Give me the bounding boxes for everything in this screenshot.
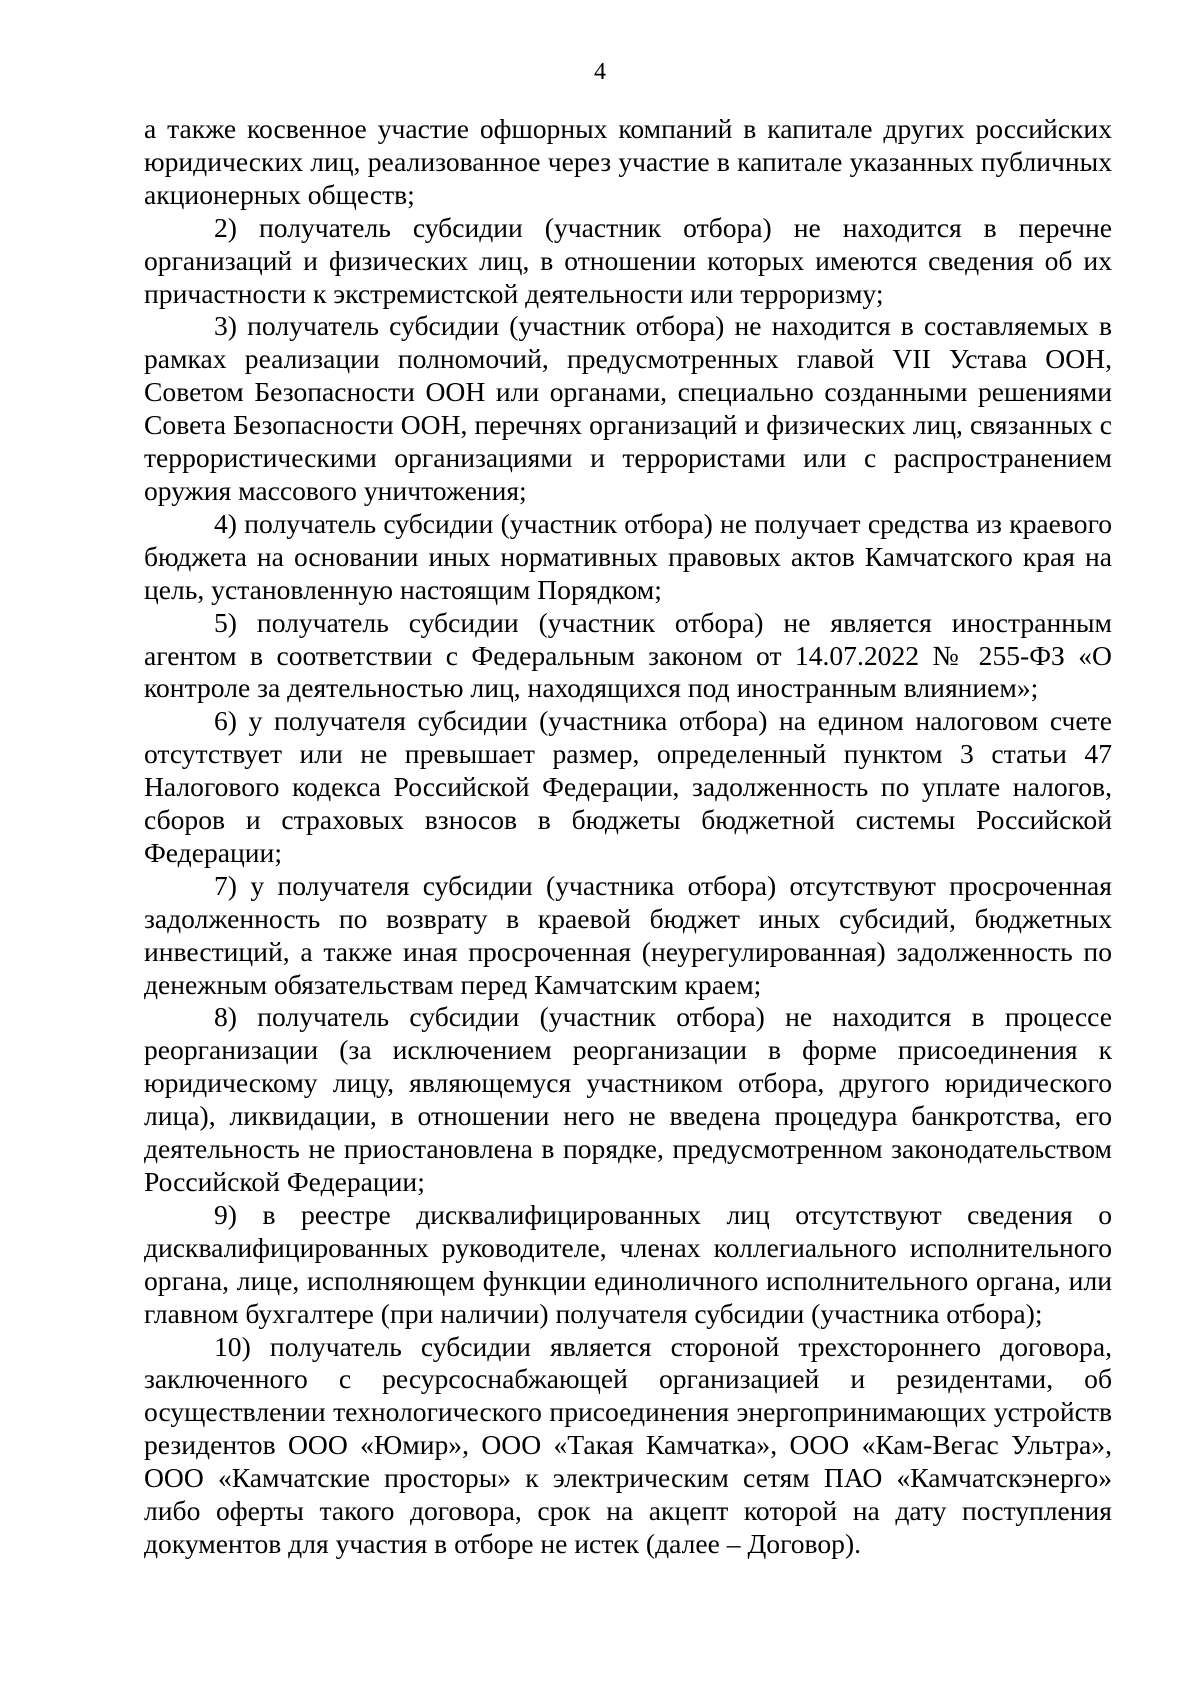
- paragraph-item-8: 8) получатель субсидии (участник отбора) не находится в процессе реорганизации (за исключением реорганизации в форме присоединения к юридическому лицу, являющемуся участником отбора, другого юридического лица), ликвидации, в отношении него не введена процедура банкротства, его деятельность не приостановлена в порядке, предусмотренном законодательством Российской Федерации;: [144, 1001, 1112, 1197]
- paragraph-item-10: 10) получатель субсидии является стороной трехстороннего договора, заключенного с ресурсоснабжающей организацией и резидентами, об осуществлении технологического присоединения энергопринимающих устройств резидентов ООО «Юмир», ООО «Такая Камчатка», ООО «Кам-Вегас Ультра», ООО «Камчатские просторы» к электрическим сетям ПАО «Камчатскэнерго» либо оферты такого договора, срок на акцепт которой на дату поступления документов для участия в отборе не истек (далее – Договор).: [144, 1330, 1112, 1559]
- paragraph-item-2: 2) получатель субсидии (участник отбора) не находится в перечне организаций и физических лиц, в отношении которых имеются сведения об их причастности к экстремистской деятельности или терроризму;: [144, 211, 1112, 309]
- page-number: 4: [594, 59, 606, 85]
- paragraph-item-7: 7) у получателя субсидии (участника отбора) отсутствуют просроченная задолженность по возврату в краевой бюджет иных субсидий, бюджетных инвестиций, а также иная просроченная (неурегулированная) задолженность по денежным обязательствам перед Камчатским краем;: [144, 869, 1112, 1000]
- paragraph-item-6: 6) у получателя субсидии (участника отбора) на едином налоговом счете отсутствует или не превышает размер, определенный пунктом 3 статьи 47 Налогового кодекса Российской Федерации, задолженность по уплате налогов, сборов и страховых взносов в бюджеты бюджетной системы Российской Федерации;: [144, 705, 1112, 868]
- paragraph-item-5: 5) получатель субсидии (участник отбора) не является иностранным агентом в соответствии с Федеральным законом от 14.07.2022 № 255-ФЗ «О контроле за деятельностью лиц, находящихся под иностранным влиянием»;: [144, 606, 1112, 704]
- paragraph-item-9: 9) в реестре дисквалифицированных лиц отсутствуют сведения о дисквалифицированных руководителе, членах коллегиального исполнительного органа, лице, исполняющем функции единоличного исполнительного органа, или главном бухгалтере (при наличии) получателя субсидии (участника отбора);: [144, 1198, 1112, 1329]
- paragraph-item-4: 4) получатель субсидии (участник отбора) не получает средства из краевого бюджета на основании иных нормативных правовых актов Камчатского края на цель, установленную настоящим Порядком;: [144, 507, 1112, 605]
- paragraph-item-3: 3) получатель субсидии (участник отбора) не находится в составляемых в рамках реализации полномочий, предусмотренных главой VII Устава ООН, Советом Безопасности ООН или органами, специально созданными решениями Совета Безопасности ООН, перечнях организаций и физических лиц, связанных с террористическими организациями и террористами или с распространением оружия массового уничтожения;: [144, 310, 1112, 506]
- paragraph-continuation: а также косвенное участие офшорных компаний в капитале других российских юридических лиц, реализованное через участие в капитале указанных публичных акционерных обществ;: [144, 113, 1112, 210]
- document-body: [144, 113, 1112, 1561]
